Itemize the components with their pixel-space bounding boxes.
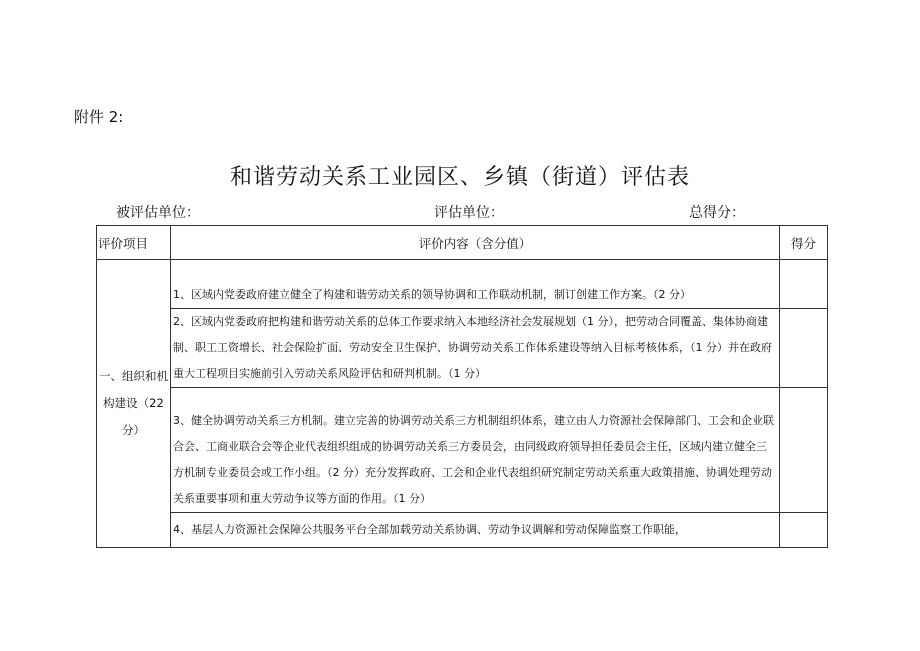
table-row	[97, 388, 828, 513]
evaluation-table	[96, 225, 828, 548]
header-item: 评价项目	[97, 226, 171, 260]
evaluating-unit-label: 评估单位：	[434, 205, 504, 221]
total-score-label: 总得分：	[689, 205, 745, 221]
item-text-2: 2、区域内党委政府把构建和谐劳动关系的总体工作要求纳入本地经济社会发展规划（1 分），把劳动合同覆盖、集体协商建制、职工工资增长、社会保险扩面、劳动安全卫生保护、协调劳动关系工作体系建设等纳入目标考核体系，（1 分）并在政府重大工程项目实施前引入劳动关系风险评估和研判机制。（1 分）	[173, 315, 772, 380]
category-cell	[97, 260, 171, 548]
item-content	[171, 513, 780, 548]
table-row	[97, 309, 828, 388]
score-cell	[780, 388, 828, 513]
table-row	[97, 513, 828, 548]
item-content	[171, 309, 780, 388]
attachment-label: 附件 2:	[74, 108, 124, 126]
score-cell	[780, 309, 828, 388]
item-text-3: 3、健全协调劳动关系三方机制。建立完善的协调劳动关系三方机制组织体系，建立由人力资源社会保障部门、工会和企业联合会、工商业联合会等企业代表组织组成的协调劳动关系三方委员会，由同级政府领导担任委员会主任，区域内建立健全三方机制专业委员会或工作小组。（2 分）充分发挥政府、工会和企业代表组织研究制定劳动关系重大政策措施、协调处理劳动关系重要事项和重大劳动争议等方面的作用。（1 分）	[173, 414, 774, 505]
item-content	[171, 260, 780, 309]
table-row	[97, 260, 828, 309]
category-label: 一、组织和机构建设（22分）	[99, 369, 168, 437]
header-score: 得分	[780, 226, 828, 260]
item-content	[171, 388, 780, 513]
document-title: 和谐劳动关系工业园区、乡镇（街道）评估表	[229, 165, 690, 190]
evaluated-unit-label: 被评估单位：	[116, 205, 200, 221]
score-cell	[780, 260, 828, 309]
item-text-1: 1、区域内党委政府建立健全了构建和谐劳动关系的领导协调和工作联动机制，制订创建工作方案。（2 分）	[173, 288, 691, 301]
item-text-4: 4、基层人力资源社会保障公共服务平台全部加载劳动关系协调、劳动争议调解和劳动保障监察工作职能，	[173, 523, 686, 536]
score-cell	[780, 513, 828, 548]
header-content: 评价内容（含分值）	[171, 226, 780, 260]
table-header-row	[97, 226, 828, 260]
